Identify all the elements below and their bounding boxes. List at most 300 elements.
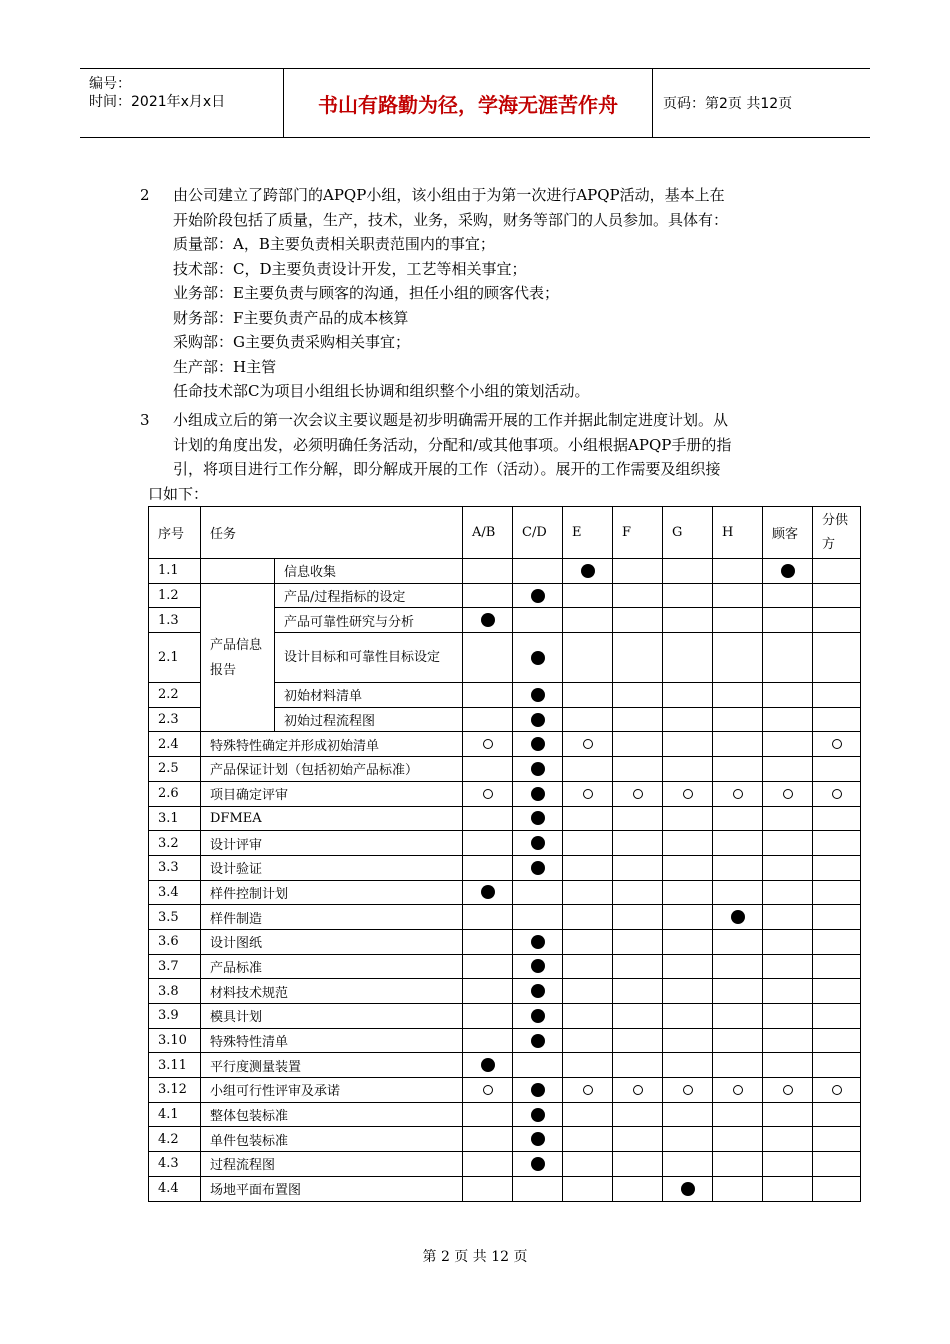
row-number: 1.3 [149,608,201,633]
assignment-cell [763,855,813,880]
assignment-cell [613,806,663,831]
assignment-cell [713,1102,763,1127]
assignment-cell [563,1176,613,1201]
empty-group-cell [201,559,275,584]
text-line: 质量部：A，B主要负责相关职责范围内的事宜； [173,235,495,253]
assignment-cell [663,806,713,831]
assignment-cell [513,905,563,930]
assignment-cell [713,608,763,633]
column-header: A/B [463,507,513,559]
assignment-cell [763,608,813,633]
assignment-cell [463,979,513,1004]
assignment-cell [713,929,763,954]
assignment-cell [713,1127,763,1152]
table-row [149,1102,861,1127]
assignment-cell [513,1176,563,1201]
responsible-dot-icon [731,910,745,924]
assignment-cell [613,831,663,856]
assignment-cell [463,1078,513,1103]
assignment-cell [813,633,861,683]
row-number: 2.3 [149,707,201,732]
assignment-cell [713,831,763,856]
assignment-cell [813,732,861,757]
assignment-cell [513,929,563,954]
assignment-cell [613,1176,663,1201]
table-row [149,1176,861,1201]
assignment-cell [763,1004,813,1029]
assignment-cell [763,1053,813,1078]
table-row [149,732,861,757]
assignment-cell [563,1053,613,1078]
assignment-cell [513,1152,563,1177]
assignment-cell [813,929,861,954]
responsible-dot-icon [481,613,495,627]
assignment-cell [763,1176,813,1201]
assignment-cell [713,707,763,732]
assignment-cell [813,757,861,782]
paragraph-2 [140,183,820,404]
assignment-cell [813,1078,861,1103]
assignment-cell [463,1127,513,1152]
row-number: 3.12 [149,1078,201,1103]
assignment-cell [663,855,713,880]
row-number: 3.4 [149,880,201,905]
assignment-cell [513,1004,563,1029]
assignment-cell [513,1102,563,1127]
row-number: 2.2 [149,683,201,708]
assignment-cell [713,559,763,584]
assignment-cell [513,855,563,880]
responsible-dot-icon [531,984,545,998]
row-number: 3.5 [149,905,201,930]
row-number: 2.1 [149,633,201,683]
assignment-cell [613,781,663,806]
assignment-cell [613,757,663,782]
row-number: 3.6 [149,929,201,954]
row-number: 3.8 [149,979,201,1004]
table-row [149,1152,861,1177]
assignment-cell [513,880,563,905]
assignment-cell [463,880,513,905]
assignment-cell [813,1152,861,1177]
assignment-cell [663,707,713,732]
assignment-cell [463,1102,513,1127]
assignment-cell [763,880,813,905]
task-name: 项目确定评审 [201,781,463,806]
paragraph-3 [140,408,820,506]
assignment-cell [663,1102,713,1127]
assignment-cell [663,559,713,584]
assignment-cell [813,954,861,979]
assignment-cell [513,707,563,732]
assignment-cell [513,633,563,683]
assignment-cell [763,559,813,584]
table-row [149,954,861,979]
assignment-cell [513,1053,563,1078]
assignment-cell [613,683,663,708]
assignment-cell [663,929,713,954]
text-line: 财务部：F主要负责产品的成本核算 [173,308,409,327]
assignment-cell [663,1127,713,1152]
assignment-cell [613,905,663,930]
assignment-cell [713,1152,763,1177]
assignment-cell [613,608,663,633]
participant-circle-icon [733,789,743,799]
assignment-cell [663,1078,713,1103]
assignment-cell [763,979,813,1004]
assignment-cell [513,559,563,584]
assignment-cell [613,583,663,608]
task-name: 初始过程流程图 [275,707,463,732]
table-row [149,1028,861,1053]
assignment-cell [563,583,613,608]
participant-circle-icon [633,1085,643,1095]
responsible-dot-icon [531,762,545,776]
assignment-cell [563,608,613,633]
table-header-row [149,507,861,559]
assignment-cell [613,732,663,757]
assignment-cell [813,1028,861,1053]
header-page-number: 页码：第2页 共12页 [663,96,793,112]
row-number: 3.10 [149,1028,201,1053]
responsible-dot-icon [531,1157,545,1171]
responsible-dot-icon [531,1108,545,1122]
assignment-cell [763,1078,813,1103]
task-name: 初始材料清单 [275,683,463,708]
assignment-cell [463,559,513,584]
task-name: 设计目标和可靠性目标设定 [275,633,463,683]
assignment-cell [663,954,713,979]
assignment-cell [463,929,513,954]
assignment-cell [713,880,763,905]
text-line: 引，将项目进行工作分解，即分解成开展的工作（活动）。展开的工作需要及组织接 [173,460,721,478]
text-line: 口如下： [148,484,209,503]
assignment-cell [613,633,663,683]
assignment-cell [763,683,813,708]
responsible-dot-icon [531,651,545,665]
responsible-dot-icon [481,1058,495,1072]
assignment-cell [513,979,563,1004]
assignment-cell [813,559,861,584]
responsible-dot-icon [481,885,495,899]
assignment-cell [813,683,861,708]
assignment-cell [763,633,813,683]
table-row [149,1127,861,1152]
assignment-cell [713,1004,763,1029]
responsible-dot-icon [531,1009,545,1023]
assignment-cell [713,979,763,1004]
assignment-cell [563,979,613,1004]
assignment-cell [813,781,861,806]
assignment-cell [713,905,763,930]
responsible-dot-icon [531,589,545,603]
assignment-cell [463,954,513,979]
participant-circle-icon [683,789,693,799]
column-header: E [563,507,613,559]
table-row [149,806,861,831]
assignment-cell [713,1176,763,1201]
participant-circle-icon [483,739,493,749]
assignment-cell [613,880,663,905]
assignment-cell [563,1078,613,1103]
task-name: 特殊特性清单 [201,1028,463,1053]
assignment-cell [463,1004,513,1029]
responsible-dot-icon [531,1132,545,1146]
text-line: 任命技术部C为项目小组组长协调和组织整个小组的策划活动。 [173,382,590,400]
assignment-cell [663,1176,713,1201]
assignment-cell [463,633,513,683]
assignment-cell [613,1127,663,1152]
page-header [80,68,870,138]
assignment-cell [613,1152,663,1177]
participant-circle-icon [583,789,593,799]
assignment-cell [513,1127,563,1152]
task-group-label: 产品信息报告 [201,583,275,732]
assignment-cell [713,1053,763,1078]
row-number: 2.5 [149,757,201,782]
column-header: 序号 [149,507,201,559]
doc-date-label: 时间：2021年x月x日 [89,94,226,110]
doc-number-label: 编号： [89,76,131,92]
assignment-cell [613,855,663,880]
assignment-cell [813,979,861,1004]
assignment-cell [463,1028,513,1053]
assignment-cell [513,583,563,608]
assignment-cell [563,707,613,732]
assignment-cell [463,683,513,708]
participant-circle-icon [832,1085,842,1095]
row-number: 4.3 [149,1152,201,1177]
responsible-dot-icon [781,564,795,578]
assignment-cell [663,905,713,930]
text-line: 业务部：E主要负责与顾客的沟通，担任小组的顾客代表； [173,284,559,302]
header-info [80,69,283,137]
assignment-cell [763,954,813,979]
assignment-cell [663,1053,713,1078]
assignment-cell [463,757,513,782]
table-row [149,831,861,856]
responsible-dot-icon [681,1182,695,1196]
assignment-cell [563,781,613,806]
text-line: 由公司建立了跨部门的APQP小组，该小组由于为第一次进行APQP活动，基本上在 [173,186,725,204]
assignment-cell [563,1028,613,1053]
participant-circle-icon [483,789,493,799]
task-name: 设计图纸 [201,929,463,954]
assignment-cell [763,757,813,782]
paragraph-number: 2 [140,186,150,204]
participant-circle-icon [783,1085,793,1095]
header-motto: 书山有路勤为径，学海无涯苦作舟 [283,69,653,137]
assignment-cell [813,1127,861,1152]
assignment-cell [713,806,763,831]
assignment-cell [563,929,613,954]
task-name: 产品标准 [201,954,463,979]
assignment-cell [813,707,861,732]
assignment-cell [713,633,763,683]
responsible-dot-icon [531,713,545,727]
table-row [149,781,861,806]
assignment-cell [763,583,813,608]
assignment-cell [563,1004,613,1029]
paragraph-number: 3 [140,411,150,429]
row-number: 3.9 [149,1004,201,1029]
assignment-cell [563,633,613,683]
assignment-cell [613,954,663,979]
participant-circle-icon [633,789,643,799]
assignment-cell [463,831,513,856]
assignment-cell [813,583,861,608]
assignment-cell [713,757,763,782]
assignment-cell [563,1127,613,1152]
task-name: 产品可靠性研究与分析 [275,608,463,633]
paragraph-3-lines [148,408,820,506]
responsible-dot-icon [531,688,545,702]
assignment-cell [663,831,713,856]
participant-circle-icon [733,1085,743,1095]
text-line: 生产部：H主管 [173,357,277,376]
responsible-dot-icon [531,836,545,850]
assignment-cell [713,1078,763,1103]
assignment-cell [763,1102,813,1127]
assignment-cell [613,1004,663,1029]
assignment-cell [463,1176,513,1201]
assignment-cell [663,781,713,806]
column-header: G [663,507,713,559]
assignment-cell [713,1028,763,1053]
responsible-dot-icon [581,564,595,578]
assignment-cell [763,929,813,954]
assignment-cell [813,905,861,930]
paragraph-2-lines [173,183,820,404]
table-row [149,905,861,930]
responsible-dot-icon [531,787,545,801]
assignment-cell [463,1152,513,1177]
assignment-cell [663,633,713,683]
assignment-cell [663,979,713,1004]
table-row [149,855,861,880]
task-name: DFMEA [201,806,463,831]
participant-circle-icon [583,1085,593,1095]
row-number: 2.4 [149,732,201,757]
task-name: 场地平面布置图 [201,1176,463,1201]
task-name: 特殊特性确定并形成初始清单 [201,732,463,757]
assignment-cell [613,1078,663,1103]
assignment-cell [763,905,813,930]
assignment-cell [763,831,813,856]
responsible-dot-icon [531,861,545,875]
assignment-cell [463,781,513,806]
assignment-cell [563,880,613,905]
assignment-cell [713,855,763,880]
row-number: 3.1 [149,806,201,831]
table-row [149,880,861,905]
assignment-cell [663,880,713,905]
assignment-cell [713,954,763,979]
assignment-cell [763,1152,813,1177]
task-name: 过程流程图 [201,1152,463,1177]
table-row [149,583,861,608]
assignment-cell [463,707,513,732]
assignment-cell [463,732,513,757]
responsible-dot-icon [531,1034,545,1048]
row-number: 3.11 [149,1053,201,1078]
assignment-cell [563,831,613,856]
assignment-cell [813,831,861,856]
participant-circle-icon [832,789,842,799]
assignment-cell [513,757,563,782]
assignment-cell [763,1028,813,1053]
assignment-cell [513,831,563,856]
table-row [149,559,861,584]
assignment-cell [813,608,861,633]
assignment-cell [813,855,861,880]
assignment-cell [813,1004,861,1029]
text-line: 计划的角度出发，必须明确任务活动，分配和/或其他事项。小组根据APQP手册的指 [173,435,732,454]
assignment-cell [763,806,813,831]
assignment-cell [613,1028,663,1053]
assignment-cell [563,1102,613,1127]
assignment-cell [613,929,663,954]
task-name: 产品/过程指标的设定 [275,583,463,608]
assignment-cell [613,1102,663,1127]
column-header: F [613,507,663,559]
participant-circle-icon [683,1085,693,1095]
assignment-cell [563,559,613,584]
row-number: 3.2 [149,831,201,856]
assignment-cell [513,1028,563,1053]
task-name: 材料技术规范 [201,979,463,1004]
task-name: 模具计划 [201,1004,463,1029]
column-header: H [713,507,763,559]
assignment-cell [513,954,563,979]
task-name: 样件制造 [201,905,463,930]
responsible-dot-icon [531,811,545,825]
assignment-cell [663,608,713,633]
task-name: 单件包装标准 [201,1127,463,1152]
responsible-dot-icon [531,935,545,949]
assignment-cell [563,855,613,880]
task-name: 整体包装标准 [201,1102,463,1127]
assignment-cell [813,1176,861,1201]
assignment-cell [613,559,663,584]
responsible-dot-icon [531,737,545,751]
column-header: 分供方 [813,507,861,559]
table-row [149,929,861,954]
task-name: 产品保证计划（包括初始产品标准） [201,757,463,782]
column-header: C/D [513,507,563,559]
assignment-cell [663,732,713,757]
column-header: 任务 [201,507,463,559]
assignment-cell [463,905,513,930]
assignment-cell [513,608,563,633]
assignment-cell [663,1152,713,1177]
assignment-cell [663,1028,713,1053]
responsible-dot-icon [531,1083,545,1097]
assignment-cell [763,781,813,806]
assignment-cell [513,1078,563,1103]
assignment-cell [613,979,663,1004]
assignment-cell [463,855,513,880]
page-footer: 第 2 页 共 12 页 [422,1249,528,1265]
task-name: 样件控制计划 [201,880,463,905]
assignment-cell [713,583,763,608]
assignment-cell [713,683,763,708]
participant-circle-icon [483,1085,493,1095]
participant-circle-icon [832,739,842,749]
row-number: 1.1 [149,559,201,584]
task-name: 设计验证 [201,855,463,880]
row-number: 4.1 [149,1102,201,1127]
